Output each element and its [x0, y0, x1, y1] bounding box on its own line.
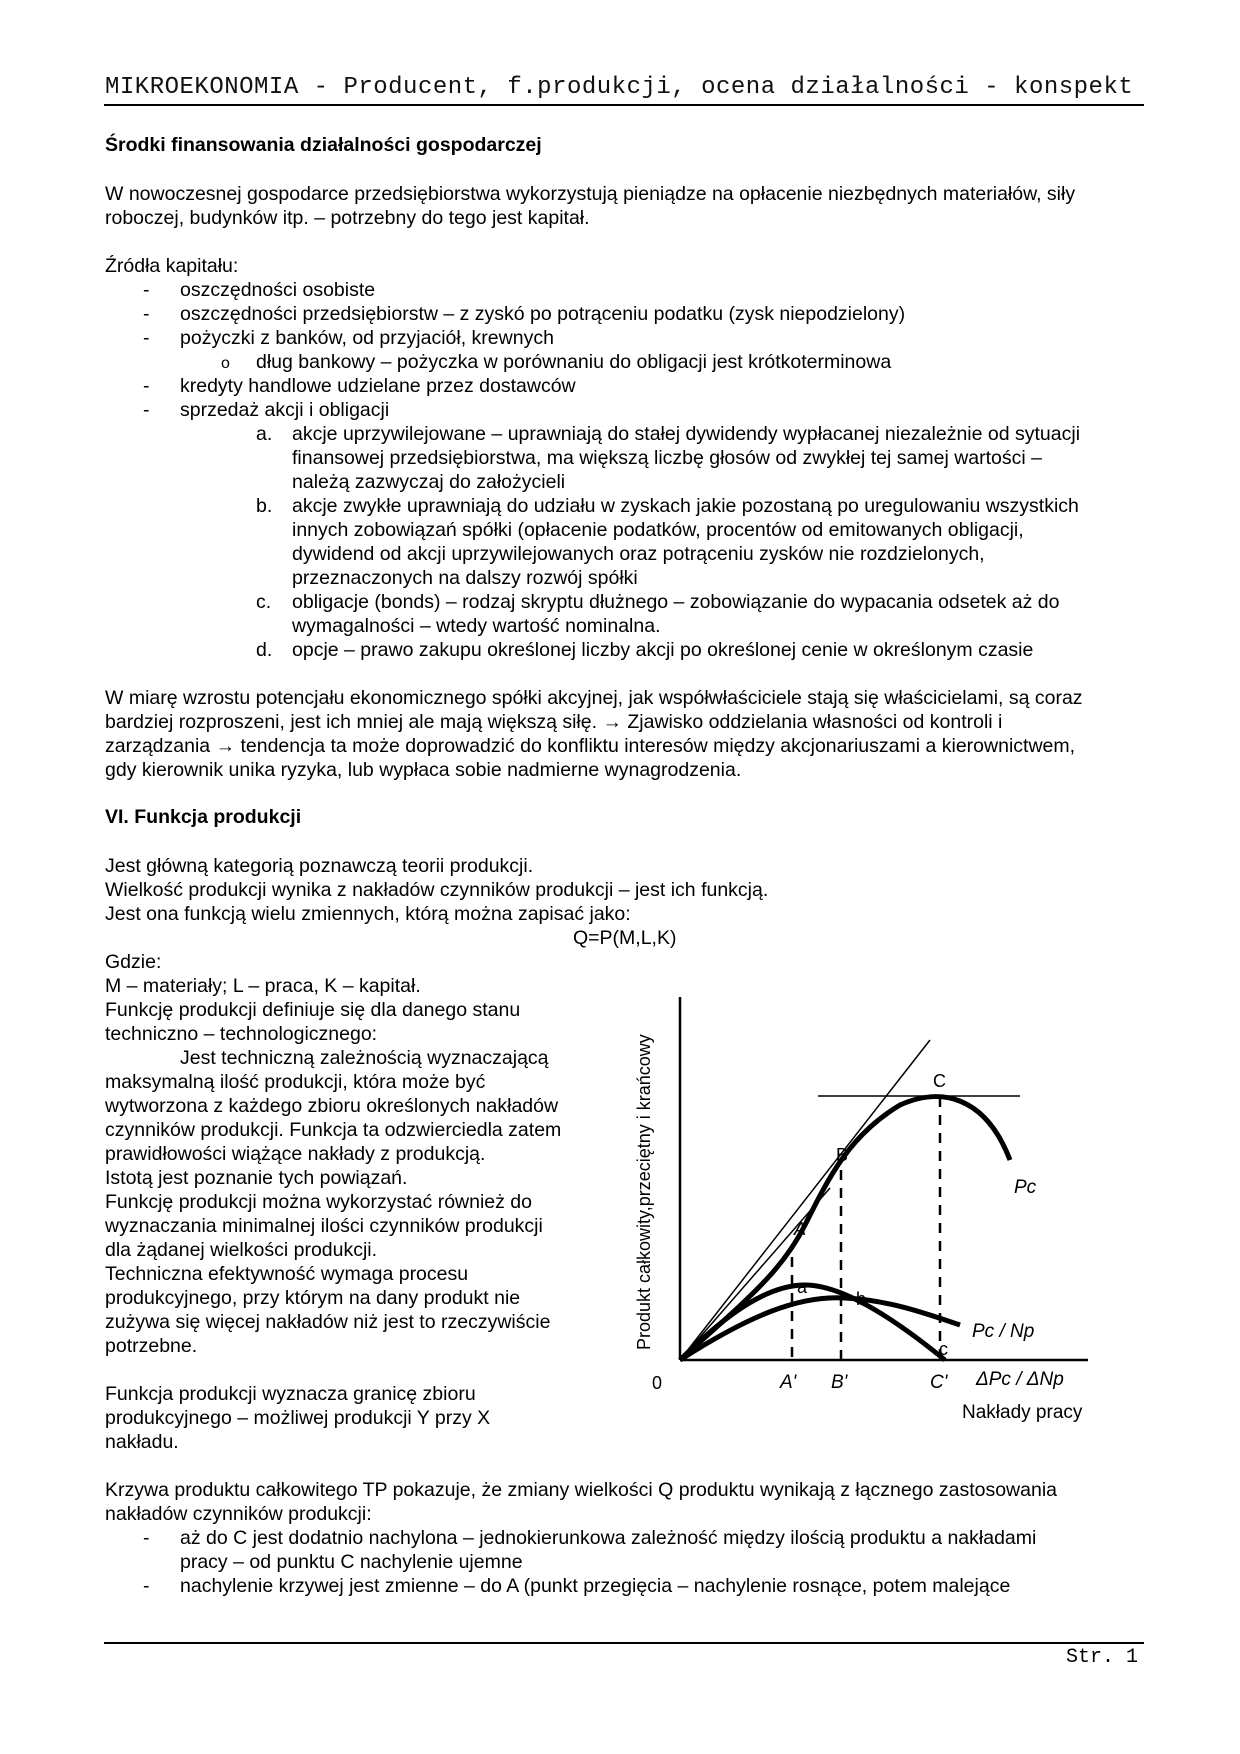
- paragraph-line: W miarę wzrostu potencjału ekonomicznego spółki akcyjnej, jak współwłaściciele stają się właścicielami, są coraz: [105, 687, 1083, 709]
- paragraph-line: nakładu.: [105, 1431, 179, 1453]
- paragraph-line: nakładów czynników produkcji:: [105, 1503, 372, 1525]
- paragraph-line: czynników produkcji. Funkcja ta odzwierciedla zatem: [105, 1119, 562, 1141]
- lettered-line: innych zobowiązań spółki (opłacenie podatków, procentów od emitowanych obligacji,: [292, 519, 1024, 541]
- paragraph-line: potrzebne.: [105, 1335, 198, 1357]
- section-title-production-function: VI. Funkcja produkcji: [105, 806, 302, 828]
- paragraph-line: Jest ona funkcją wielu zmiennych, którą można zapisać jako:: [105, 903, 631, 925]
- lettered-line: akcje uprzywilejowane – uprawniają do stałej dywidendy wypłacanej niezależnie od sytuacji: [292, 423, 1081, 445]
- paragraph-line: Jest główną kategorią poznawczą teorii produkcji.: [105, 855, 534, 877]
- paragraph-line: Funkcję produkcji można wykorzystać również do: [105, 1191, 533, 1213]
- list-item: kredyty handlowe udzielane przez dostawców: [180, 375, 576, 397]
- inflection-tangent: [680, 1040, 930, 1360]
- paragraph-line: techniczno – technologicznego:: [105, 1023, 378, 1045]
- production-function-diagram: [600, 975, 1120, 1435]
- paragraph-line: wytworzona z każdego zbioru określonych nakładów: [105, 1095, 559, 1117]
- paragraph-line: M – materiały; L – praca, K – kapitał.: [105, 975, 421, 997]
- lettered-line: akcje zwykłe uprawniają do udziału w zyskach jakie pozostaną po uregulowaniu wszystkich: [292, 495, 1079, 517]
- list-item: pożyczki z banków, od przyjaciół, krewnych: [180, 327, 554, 349]
- average-curve-label: Pc / Np: [972, 1321, 1035, 1342]
- list-item: nachylenie krzywej jest zmienne – do A (punkt przegięcia – nachylenie rosnące, potem malejące: [180, 1575, 1011, 1597]
- formula: Q=P(M,L,K): [573, 927, 677, 949]
- list-item: pracy – od punktu C nachylenie ujemne: [180, 1551, 523, 1573]
- list-dash: -: [143, 303, 150, 325]
- marginal-product-curve: [680, 1285, 945, 1360]
- paragraph-line: Techniczna efektywność wymaga procesu: [105, 1263, 469, 1285]
- paragraph-line: Krzywa produktu całkowitego TP pokazuje, że zmiany wielkości Q produktu wynikają z łącznego zastosowania: [105, 1479, 1057, 1501]
- section-title-financing: Środki finansowania działalności gospodarczej: [105, 134, 542, 156]
- list-dash: -: [143, 399, 150, 421]
- list-letter: a.: [256, 423, 273, 445]
- list-dash: -: [143, 375, 150, 397]
- lettered-line: należą zazwyczaj do założycieli: [292, 471, 566, 493]
- paragraph-line: prawidłowości wiążące nakłady z produkcją.: [105, 1143, 486, 1165]
- sub-bullet-marker: o: [221, 355, 230, 372]
- paragraph-line: Funkcja produkcji wyznacza granicę zbioru: [105, 1383, 476, 1405]
- paragraph-line: Jest techniczną zależnością wyznaczającą: [180, 1047, 549, 1069]
- paragraph-line: gdy kierownik unika ryzyka, lub wypłaca sobie nadmierne wynagrodzenia.: [105, 759, 742, 781]
- marginal-curve-label: ΔPc / ΔNp: [976, 1369, 1064, 1390]
- running-header: MIKROEKONOMIA - Producent, f.produkcji, ocena działalności - konspekt: [105, 74, 1134, 101]
- lettered-line: finansowej przedsiębiorstwa, ma większą liczbę głosów od zwykłej tej samej wartości –: [292, 447, 1042, 469]
- list-item: oszczędności osobiste: [180, 279, 376, 301]
- sub-list-item: dług bankowy – pożyczka w porównaniu do obligacji jest krótkoterminowa: [256, 351, 892, 373]
- list-item: aż do C jest dodatnio nachylona – jednokierunkowa zależność między ilością produktu a nakładami: [180, 1527, 1037, 1549]
- point-c-label: c: [939, 1339, 948, 1359]
- paragraph-line: wyznaczania minimalnej ilości czynników produkcji: [105, 1215, 543, 1237]
- tick-C-prime: C': [930, 1372, 948, 1393]
- list-letter: d.: [256, 639, 273, 661]
- paragraph-line: Funkcję produkcji definiuje się dla danego stanu: [105, 999, 521, 1021]
- point-A-label: A: [794, 1219, 807, 1239]
- paragraph-line: dla żądanej wielkości produkcji.: [105, 1239, 378, 1261]
- origin-label: 0: [652, 1373, 663, 1393]
- total-curve-label: Pc: [1014, 1177, 1037, 1198]
- header-rule: [104, 104, 1144, 106]
- paragraph-line: Istotą jest poznanie tych powiązań.: [105, 1167, 408, 1189]
- lettered-line: dywidend od akcji uprzywilejowanych oraz potrąceniu zysków nie rozdzielonych,: [292, 543, 985, 565]
- list-item: oszczędności przedsiębiorstw – z zyskó po potrąceniu podatku (zysk niepodzielony): [180, 303, 906, 325]
- x-axis-label: Nakłady pracy: [962, 1402, 1083, 1423]
- lettered-line: wymagalności – wtedy wartość nominalna.: [292, 615, 661, 637]
- lettered-line: obligacje (bonds) – rodzaj skryptu dłużnego – zobowiązanie do wypacania odsetek aż do: [292, 591, 1060, 613]
- paragraph-line: W nowoczesnej gospodarce przedsiębiorstwa wykorzystują pieniądze na opłacenie niezbędnych materiałów, siły: [105, 183, 1076, 205]
- ray-from-origin: [680, 1188, 830, 1360]
- paragraph-line: Wielkość produkcji wynika z nakładów czynników produkcji – jest ich funkcją.: [105, 879, 769, 901]
- lettered-line: opcje – prawo zakupu określonej liczby akcji po określonej cenie w określonym czasie: [292, 639, 1034, 661]
- page-number: Str. 1: [1066, 1646, 1139, 1669]
- list-dash: -: [143, 1575, 150, 1597]
- sources-label: Źródła kapitału:: [105, 255, 239, 277]
- list-letter: b.: [256, 495, 273, 517]
- paragraph-line: maksymalną ilość produkcji, która może być: [105, 1071, 486, 1093]
- point-a-label: a: [797, 1277, 808, 1297]
- tick-A-prime: A': [780, 1372, 797, 1393]
- paragraph-line: zarządzania → tendencja ta może doprowadzić do konfliktu interesów między akcjonariuszami a kierownictwem,: [105, 735, 1076, 757]
- tick-B-prime: B': [831, 1372, 848, 1393]
- paragraph-line: roboczej, budynków itp. – potrzebny do tego jest kapitał.: [105, 207, 590, 229]
- lettered-line: przeznaczonych na dalszy rozwój spółki: [292, 567, 638, 589]
- total-product-curve: [680, 1097, 1010, 1360]
- paragraph-line: produkcyjnego, przy którym na dany produkt nie: [105, 1287, 521, 1309]
- y-axis-label: Produkt całkowity,przeciętny i krańcowy: [634, 1034, 654, 1350]
- point-C-label: C: [933, 1071, 946, 1091]
- list-dash: -: [143, 327, 150, 349]
- list-item: sprzedaż akcji i obligacji: [180, 399, 390, 421]
- paragraph-line: bardziej rozproszeni, jest ich mniej ale mają większą siłę. → Zjawisko oddzielania własności od kontroli i: [105, 711, 1003, 733]
- footer-rule: [104, 1642, 1144, 1644]
- paragraph-line: produkcyjnego – możliwej produkcji Y przy X: [105, 1407, 491, 1429]
- list-dash: -: [143, 1527, 150, 1549]
- list-letter: c.: [256, 591, 272, 613]
- list-dash: -: [143, 279, 150, 301]
- paragraph-line: Gdzie:: [105, 951, 162, 973]
- point-B-label: B: [836, 1145, 849, 1165]
- point-b-label: b: [856, 1289, 867, 1309]
- paragraph-line: zużywa się więcej nakładów niż jest to rzeczywiście: [105, 1311, 551, 1333]
